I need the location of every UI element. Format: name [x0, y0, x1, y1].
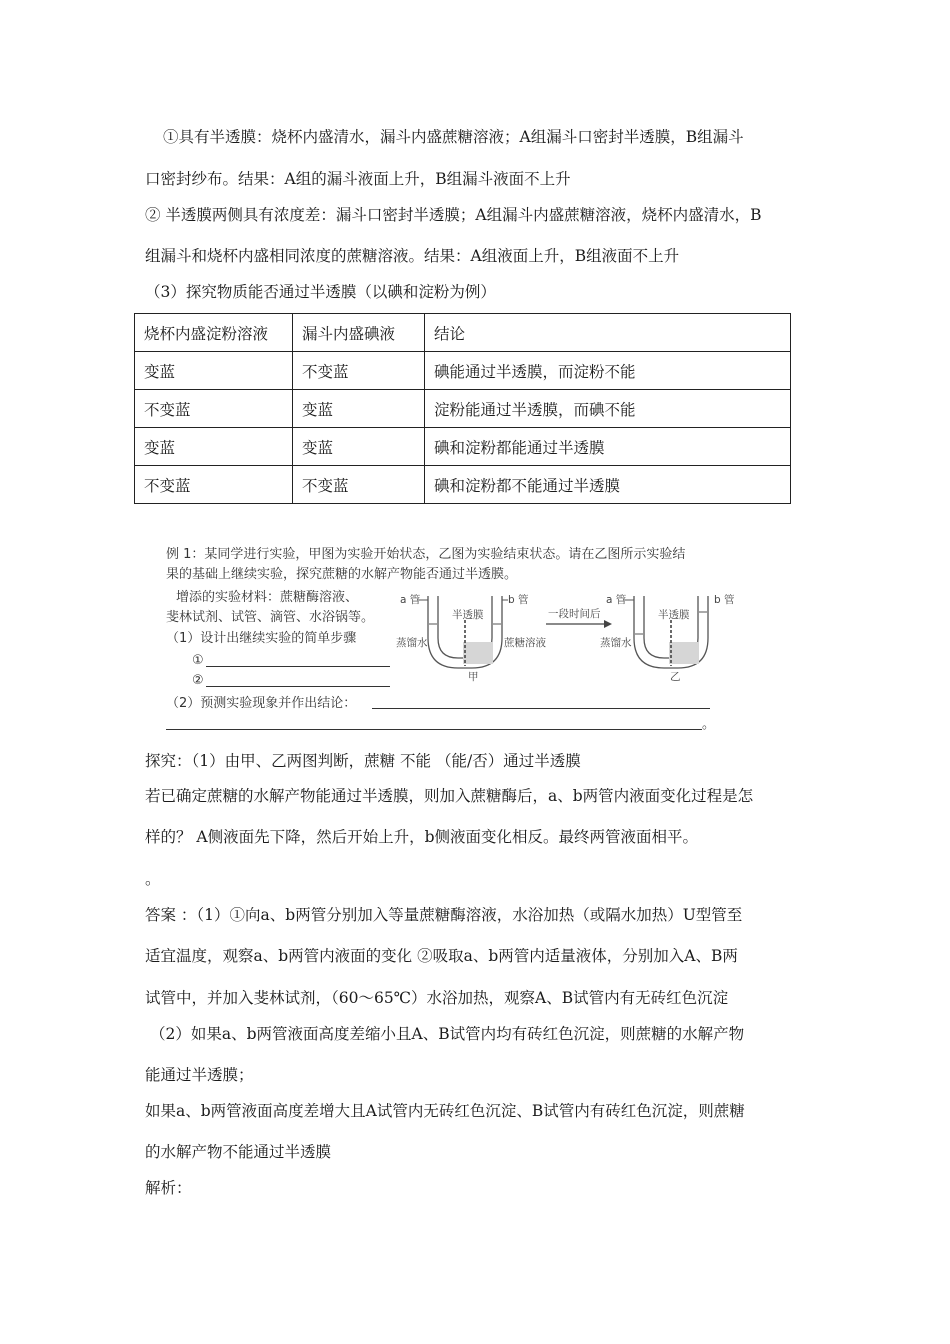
figure-step-number: ①	[192, 653, 204, 668]
table-cell: 碘和淀粉都能通过半透膜	[425, 428, 791, 466]
text-line: 探究：（1）由甲、乙两图判断，蔗糖 不能 （能/否）通过半透膜	[145, 752, 581, 770]
label-b-tube: b 管	[508, 594, 529, 606]
answer-blank-line	[206, 666, 390, 667]
answer-blank-line	[372, 708, 710, 709]
table-cell: 变蓝	[135, 352, 293, 390]
label-membrane: 半透膜	[658, 609, 690, 621]
table-row	[135, 428, 791, 466]
label-jia: 甲	[468, 671, 479, 683]
table-cell: 淀粉能通过半透膜，而碘不能	[425, 390, 791, 428]
figure-materials-text: 增添的实验材料：蔗糖酶溶液、	[176, 590, 359, 605]
text-line: 若已确定蔗糖的水解产物能通过半透膜，则加入蔗糖酶后，a、b两管内液面变化过程是怎	[145, 787, 754, 805]
text-line: 口密封纱布。结果：A组的漏斗液面上升，B组漏斗液面不上升	[145, 170, 571, 188]
text-line: （2）如果a、b两管液面高度差缩小且A、B试管内均有砖红色沉淀，则蔗糖的水解产物	[150, 1025, 745, 1043]
text-line: 如果a、b两管液面高度差增大且A试管内无砖红色沉淀、B试管内有砖红色沉淀，则蔗糖	[145, 1102, 745, 1120]
answer-blank-line	[206, 686, 390, 687]
label-sucrose: 蔗糖溶液	[504, 637, 546, 649]
text-line: 答案 ：（1）①向a、b两管分别加入等量蔗糖酶溶液，水浴加热（或隔水加热）U型管至	[145, 906, 743, 924]
section-heading: （3）探究物质能否通过半透膜（以碘和淀粉为例）	[145, 283, 496, 301]
u-tube-yi	[634, 596, 708, 668]
label-a-tube: a 管	[606, 594, 627, 606]
table-cell: 不变蓝	[293, 352, 425, 390]
text-line: 。	[145, 870, 161, 888]
table-cell: 变蓝	[293, 428, 425, 466]
figure-question-text: 果的基础上继续实验，探究蔗糖的水解产物能否通过半透膜。	[166, 567, 518, 582]
text-line: 适宜温度，观察a、b两管内液面的变化 ②吸取a、b两管内适量液体，分别加入A、B两	[145, 947, 738, 965]
label-water: 蒸馏水	[600, 637, 632, 649]
answer-blank-line	[166, 729, 702, 730]
table-cell: 碘能通过半透膜，而淀粉不能	[425, 352, 791, 390]
table-row	[135, 466, 791, 504]
text-line: 样的？ A侧液面先下降，然后开始上升，b侧液面变化相反。最终两管液面相平。	[145, 828, 699, 846]
label-yi: 乙	[670, 671, 681, 683]
table-row	[135, 390, 791, 428]
text-line: 的水解产物不能通过半透膜	[145, 1143, 332, 1161]
figure-question-text: 例 1：某同学进行实验，甲图为实验开始状态，乙图为实验结束状态。请在乙图所示实验结	[166, 547, 686, 562]
table-header-cell: 漏斗内盛碘液	[293, 314, 425, 352]
figure-step-number: ②	[192, 673, 204, 688]
table-cell: 碘和淀粉都不能通过半透膜	[425, 466, 791, 504]
table-row	[135, 352, 791, 390]
text-line: ①具有半透膜：烧杯内盛清水，漏斗内盛蔗糖溶液；A组漏斗口密封半透膜，B组漏斗	[163, 128, 744, 146]
table-cell: 不变蓝	[135, 390, 293, 428]
label-water: 蒸馏水	[396, 637, 428, 649]
text-line: 组漏斗和烧杯内盛相同浓度的蔗糖溶液。结果：A组液面上升，B组液面不上升	[145, 247, 680, 265]
table-cell: 不变蓝	[293, 466, 425, 504]
text-line: 能通过半透膜；	[145, 1066, 254, 1084]
u-tube-diagram	[396, 590, 735, 683]
label-a-tube: a 管	[400, 594, 421, 606]
table-cell: 变蓝	[293, 390, 425, 428]
table-cell: 不变蓝	[135, 466, 293, 504]
figure-step-heading: （1）设计出继续实验的简单步骤	[166, 631, 357, 646]
figure-prediction-text: （2）预测实验现象并作出结论：	[166, 696, 357, 711]
results-table	[134, 313, 791, 504]
example-figure	[160, 538, 735, 738]
text-line: 试管中，并加入斐林试剂，（60～65℃）水浴加热，观察A、B试管内有无砖红色沉淀	[145, 989, 729, 1007]
text-line: ② 半透膜两侧具有浓度差：漏斗口密封半透膜；A组漏斗内盛蔗糖溶液，烧杯内盛清水，B	[145, 206, 762, 224]
table-header-cell: 烧杯内盛淀粉溶液	[135, 314, 293, 352]
label-membrane: 半透膜	[452, 609, 484, 621]
figure-materials-text: 斐林试剂、试管、滴管、水浴锅等。	[166, 610, 375, 625]
table-header-cell: 结论	[425, 314, 791, 352]
text-line: 解析：	[145, 1179, 192, 1197]
u-tube-jia	[428, 596, 502, 668]
time-arrow	[546, 620, 612, 628]
label-after-time: 一段时间后	[548, 608, 601, 620]
table-cell: 变蓝	[135, 428, 293, 466]
table-header-row	[135, 314, 791, 352]
figure-period: 。	[702, 717, 716, 732]
label-b-tube: b 管	[714, 594, 735, 606]
